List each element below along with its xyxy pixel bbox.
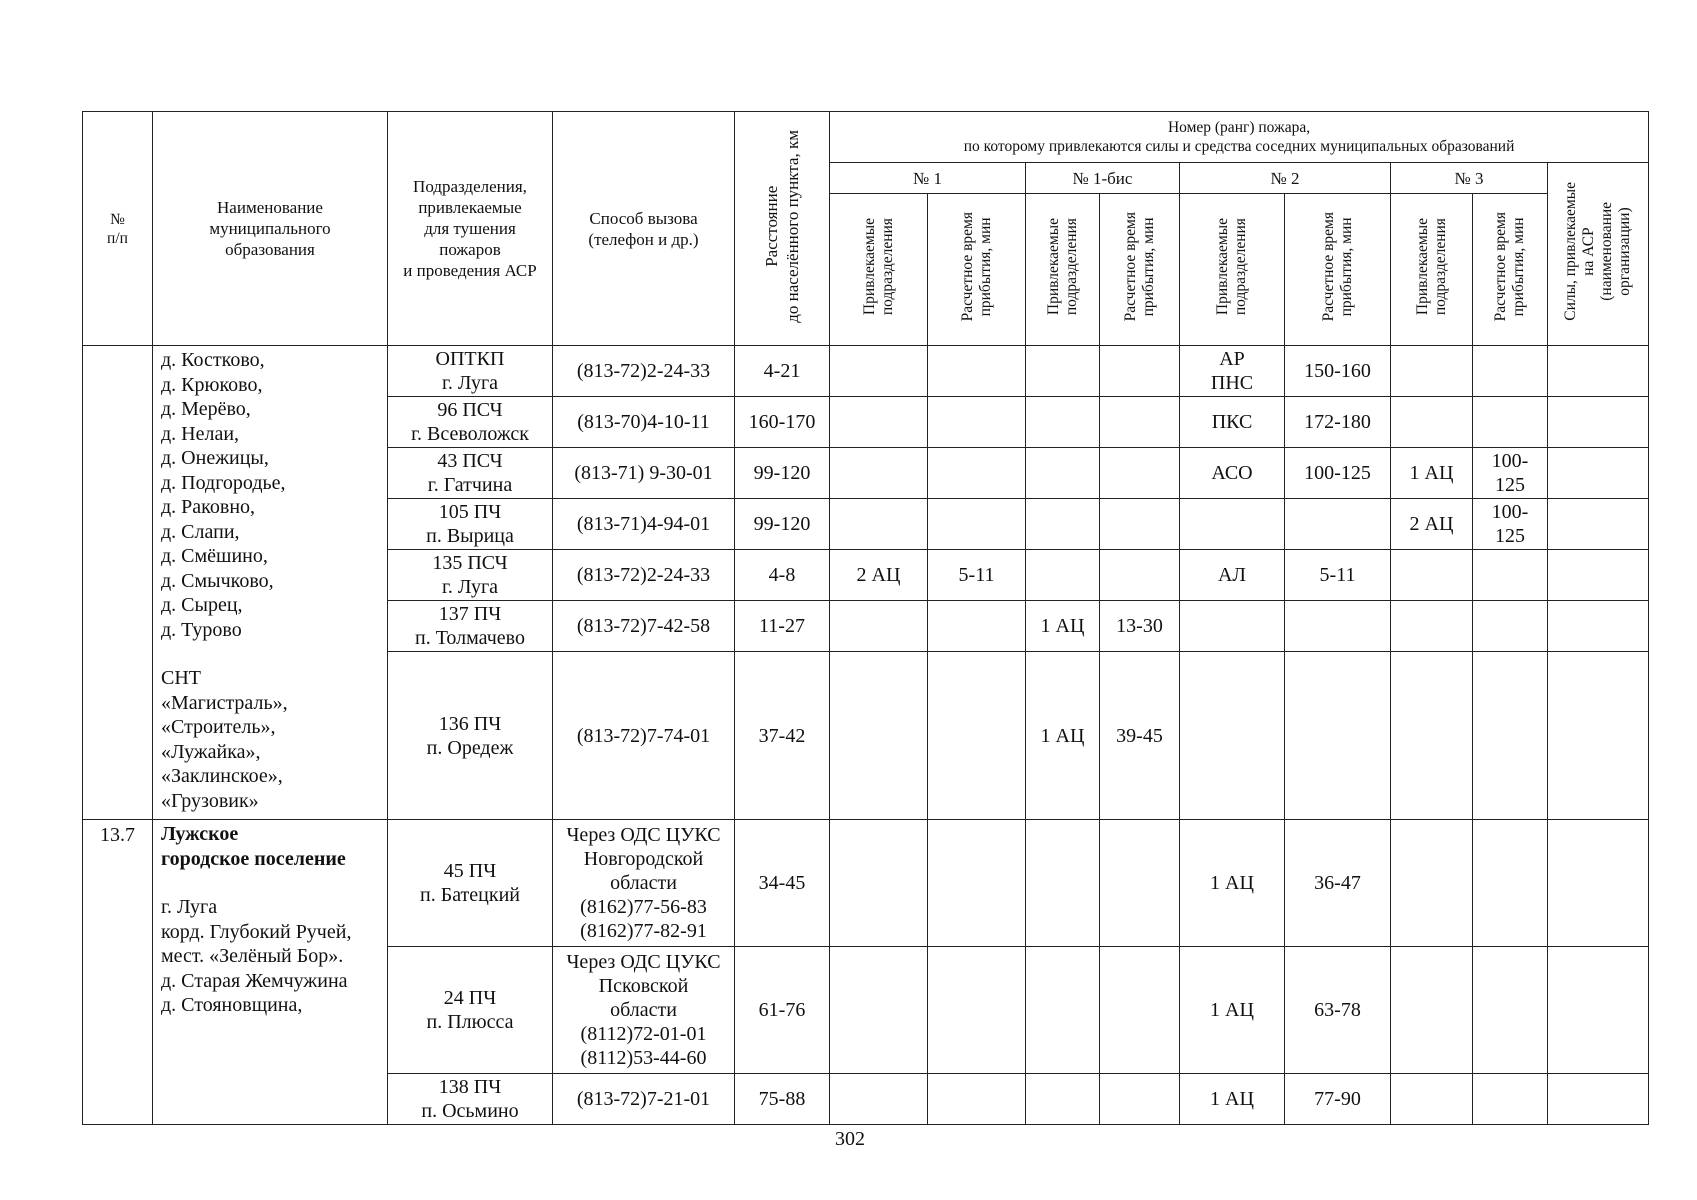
call-cell: (813-72)7-21-01 bbox=[553, 1074, 735, 1125]
r2t-cell: 172-180 bbox=[1285, 397, 1391, 448]
header-r1bis-units: Привлекаемые подразделения bbox=[1026, 194, 1100, 346]
r1u-cell bbox=[830, 448, 928, 499]
asr-cell bbox=[1548, 1074, 1649, 1125]
r1t-cell bbox=[928, 601, 1026, 652]
unit-cell: 45 ПЧ п. Батецкий bbox=[388, 820, 553, 947]
r3u-cell bbox=[1391, 346, 1473, 397]
settlement-title: Лужское городское поселение bbox=[161, 823, 346, 870]
header-rank-1bis: № 1-бис bbox=[1026, 163, 1180, 194]
r3t-cell bbox=[1473, 601, 1548, 652]
r1t-cell bbox=[928, 346, 1026, 397]
r3t-cell bbox=[1473, 820, 1548, 947]
r2t-cell: 5-11 bbox=[1285, 550, 1391, 601]
r1bu-cell bbox=[1026, 1074, 1100, 1125]
asr-cell bbox=[1548, 397, 1649, 448]
header-r3-time: Расчетное время прибытия, мин bbox=[1473, 194, 1548, 346]
header-call: Способ вызова (телефон и др.) bbox=[553, 112, 735, 346]
r1bu-cell bbox=[1026, 820, 1100, 947]
unit-cell: 43 ПСЧ г. Гатчина bbox=[388, 448, 553, 499]
call-cell: (813-72)2-24-33 bbox=[553, 346, 735, 397]
table-row bbox=[83, 820, 1649, 947]
r2t-cell bbox=[1285, 652, 1391, 820]
call-cell: Через ОДС ЦУКС Псковской области (8112)72-01-01 (8112)53-44-60 bbox=[553, 947, 735, 1074]
call-cell: (813-72)7-42-58 bbox=[553, 601, 735, 652]
r2t-cell: 100-125 bbox=[1285, 448, 1391, 499]
unit-cell: 96 ПСЧ г. Всеволожск bbox=[388, 397, 553, 448]
r1u-cell bbox=[830, 397, 928, 448]
asr-cell bbox=[1548, 601, 1649, 652]
asr-cell bbox=[1548, 947, 1649, 1074]
r1u-cell bbox=[830, 652, 928, 820]
asr-cell bbox=[1548, 820, 1649, 947]
r2u-cell: 1 АЦ bbox=[1180, 820, 1285, 947]
header-name: Наименование муниципального образования bbox=[153, 112, 388, 346]
r3u-cell bbox=[1391, 820, 1473, 947]
r1t-cell bbox=[928, 397, 1026, 448]
dist-cell: 4-21 bbox=[735, 346, 830, 397]
r1bt-cell bbox=[1100, 448, 1180, 499]
header-distance: Расстояние до населённого пункта, км bbox=[735, 112, 830, 346]
r1t-cell bbox=[928, 820, 1026, 947]
r3u-cell bbox=[1391, 550, 1473, 601]
call-cell: (813-71)4-94-01 bbox=[553, 499, 735, 550]
r2t-cell: 36-47 bbox=[1285, 820, 1391, 947]
r3t-cell bbox=[1473, 1074, 1548, 1125]
r3u-cell bbox=[1391, 601, 1473, 652]
settlements-cell bbox=[153, 346, 388, 820]
header-r1-units: Привлекаемые подразделения bbox=[830, 194, 928, 346]
r3t-cell bbox=[1473, 346, 1548, 397]
r1t-cell bbox=[928, 1074, 1026, 1125]
unit-cell: 24 ПЧ п. Плюсса bbox=[388, 947, 553, 1074]
r1bu-cell bbox=[1026, 448, 1100, 499]
settlements-list: д. Костково, д. Крюково, д. Мерёво, д. Нелаи, д. Онежицы, д. Подгородье, д. Раковно, д. Слапи, д. Смёшино, д. Смычково, д. Сырец, д. Турово bbox=[161, 349, 286, 641]
dist-cell: 75-88 bbox=[735, 1074, 830, 1125]
r1bu-cell bbox=[1026, 397, 1100, 448]
header-num: № п/п bbox=[83, 112, 153, 346]
r1u-cell: 2 АЦ bbox=[830, 550, 928, 601]
r3u-cell bbox=[1391, 1074, 1473, 1125]
header-r1-time: Расчетное время прибытия, мин bbox=[928, 194, 1026, 346]
header-r2-units: Привлекаемые подразделения bbox=[1180, 194, 1285, 346]
r2u-cell: 1 АЦ bbox=[1180, 1074, 1285, 1125]
dist-cell: 61-76 bbox=[735, 947, 830, 1074]
r2u-cell: ПКС bbox=[1180, 397, 1285, 448]
call-cell: (813-72)7-74-01 bbox=[553, 652, 735, 820]
r2u-cell: АСО bbox=[1180, 448, 1285, 499]
dist-cell: 99-120 bbox=[735, 448, 830, 499]
dist-cell: 99-120 bbox=[735, 499, 830, 550]
r1bt-cell bbox=[1100, 346, 1180, 397]
fire-response-table bbox=[82, 111, 1649, 1125]
r3u-cell bbox=[1391, 652, 1473, 820]
r1bt-cell: 39-45 bbox=[1100, 652, 1180, 820]
r1u-cell bbox=[830, 820, 928, 947]
r3t-cell bbox=[1473, 947, 1548, 1074]
page-number: 302 bbox=[835, 1128, 865, 1150]
dist-cell: 34-45 bbox=[735, 820, 830, 947]
row-num: 13.7 bbox=[83, 820, 153, 1125]
r2t-cell bbox=[1285, 499, 1391, 550]
dist-cell: 160-170 bbox=[735, 397, 830, 448]
header-r1bis-time: Расчетное время прибытия, мин bbox=[1100, 194, 1180, 346]
r1u-cell bbox=[830, 499, 928, 550]
r2u-cell: АЛ bbox=[1180, 550, 1285, 601]
r1bt-cell bbox=[1100, 550, 1180, 601]
header-units: Подразделения, привлекаемые для тушения пожаров и проведения АСР bbox=[388, 112, 553, 346]
r1u-cell bbox=[830, 1074, 928, 1125]
r2t-cell: 150-160 bbox=[1285, 346, 1391, 397]
r1u-cell bbox=[830, 346, 928, 397]
r2u-cell bbox=[1180, 499, 1285, 550]
settlements-list: г. Луга корд. Глубокий Ручей, мест. «Зелёный Бор». д. Старая Жемчужина д. Стояновщина, bbox=[161, 896, 352, 1016]
r1t-cell bbox=[928, 652, 1026, 820]
call-cell: (813-71) 9-30-01 bbox=[553, 448, 735, 499]
r3t-cell bbox=[1473, 550, 1548, 601]
r3t-cell bbox=[1473, 397, 1548, 448]
header-r2-time: Расчетное время прибытия, мин bbox=[1285, 194, 1391, 346]
asr-cell bbox=[1548, 448, 1649, 499]
call-cell: Через ОДС ЦУКС Новгородской области (8162)77-56-83 (8162)77-82-91 bbox=[553, 820, 735, 947]
dist-cell: 37-42 bbox=[735, 652, 830, 820]
asr-cell bbox=[1548, 499, 1649, 550]
r1t-cell bbox=[928, 499, 1026, 550]
header-rank-1: № 1 bbox=[830, 163, 1026, 194]
header-rank-2: № 2 bbox=[1180, 163, 1391, 194]
asr-cell bbox=[1548, 346, 1649, 397]
row-num-empty bbox=[83, 346, 153, 820]
header-r3-units: Привлекаемые подразделения bbox=[1391, 194, 1473, 346]
r1bt-cell bbox=[1100, 947, 1180, 1074]
r2u-cell bbox=[1180, 652, 1285, 820]
r3u-cell: 2 АЦ bbox=[1391, 499, 1473, 550]
r3t-cell bbox=[1473, 652, 1548, 820]
table-row bbox=[83, 346, 1649, 397]
unit-cell: ОПТКП г. Луга bbox=[388, 346, 553, 397]
r1t-cell: 5-11 bbox=[928, 550, 1026, 601]
r2u-cell: АР ПНС bbox=[1180, 346, 1285, 397]
asr-cell bbox=[1548, 550, 1649, 601]
unit-cell: 135 ПСЧ г. Луга bbox=[388, 550, 553, 601]
r1bu-cell: 1 АЦ bbox=[1026, 652, 1100, 820]
unit-cell: 136 ПЧ п. Оредеж bbox=[388, 652, 553, 820]
r1bt-cell bbox=[1100, 1074, 1180, 1125]
dist-cell: 4-8 bbox=[735, 550, 830, 601]
r3u-cell: 1 АЦ bbox=[1391, 448, 1473, 499]
r2u-cell: 1 АЦ bbox=[1180, 947, 1285, 1074]
r1bt-cell bbox=[1100, 820, 1180, 947]
snt-list: СНТ «Магистраль», «Строитель», «Лужайка», «Заклинское», «Грузовик» bbox=[161, 667, 288, 812]
call-cell: (813-70)4-10-11 bbox=[553, 397, 735, 448]
r1u-cell bbox=[830, 947, 928, 1074]
r3u-cell bbox=[1391, 397, 1473, 448]
r3u-cell bbox=[1391, 947, 1473, 1074]
r3t-cell: 100- 125 bbox=[1473, 499, 1548, 550]
unit-cell: 138 ПЧ п. Осьмино bbox=[388, 1074, 553, 1125]
r2u-cell bbox=[1180, 601, 1285, 652]
r2t-cell: 77-90 bbox=[1285, 1074, 1391, 1125]
settlements-cell bbox=[153, 820, 388, 1125]
r1bu-cell bbox=[1026, 550, 1100, 601]
call-cell: (813-72)2-24-33 bbox=[553, 550, 735, 601]
r1bt-cell bbox=[1100, 397, 1180, 448]
r1bu-cell bbox=[1026, 947, 1100, 1074]
unit-cell: 137 ПЧ п. Толмачево bbox=[388, 601, 553, 652]
r1bu-cell bbox=[1026, 499, 1100, 550]
r1bu-cell: 1 АЦ bbox=[1026, 601, 1100, 652]
r1bt-cell: 13-30 bbox=[1100, 601, 1180, 652]
r1t-cell bbox=[928, 947, 1026, 1074]
header-asr: Силы, привлекаемые на АСР (наименование организации) bbox=[1548, 163, 1649, 346]
r1t-cell bbox=[928, 448, 1026, 499]
asr-cell bbox=[1548, 652, 1649, 820]
r1u-cell bbox=[830, 601, 928, 652]
r1bu-cell bbox=[1026, 346, 1100, 397]
r2t-cell bbox=[1285, 601, 1391, 652]
r2t-cell: 63-78 bbox=[1285, 947, 1391, 1074]
r3t-cell: 100- 125 bbox=[1473, 448, 1548, 499]
unit-cell: 105 ПЧ п. Вырица bbox=[388, 499, 553, 550]
header-rank-3: № 3 bbox=[1391, 163, 1548, 194]
header-rank-title: Номер (ранг) пожара, по которому привлекаются силы и средства соседних муниципальных образований bbox=[830, 112, 1649, 163]
r1bt-cell bbox=[1100, 499, 1180, 550]
dist-cell: 11-27 bbox=[735, 601, 830, 652]
